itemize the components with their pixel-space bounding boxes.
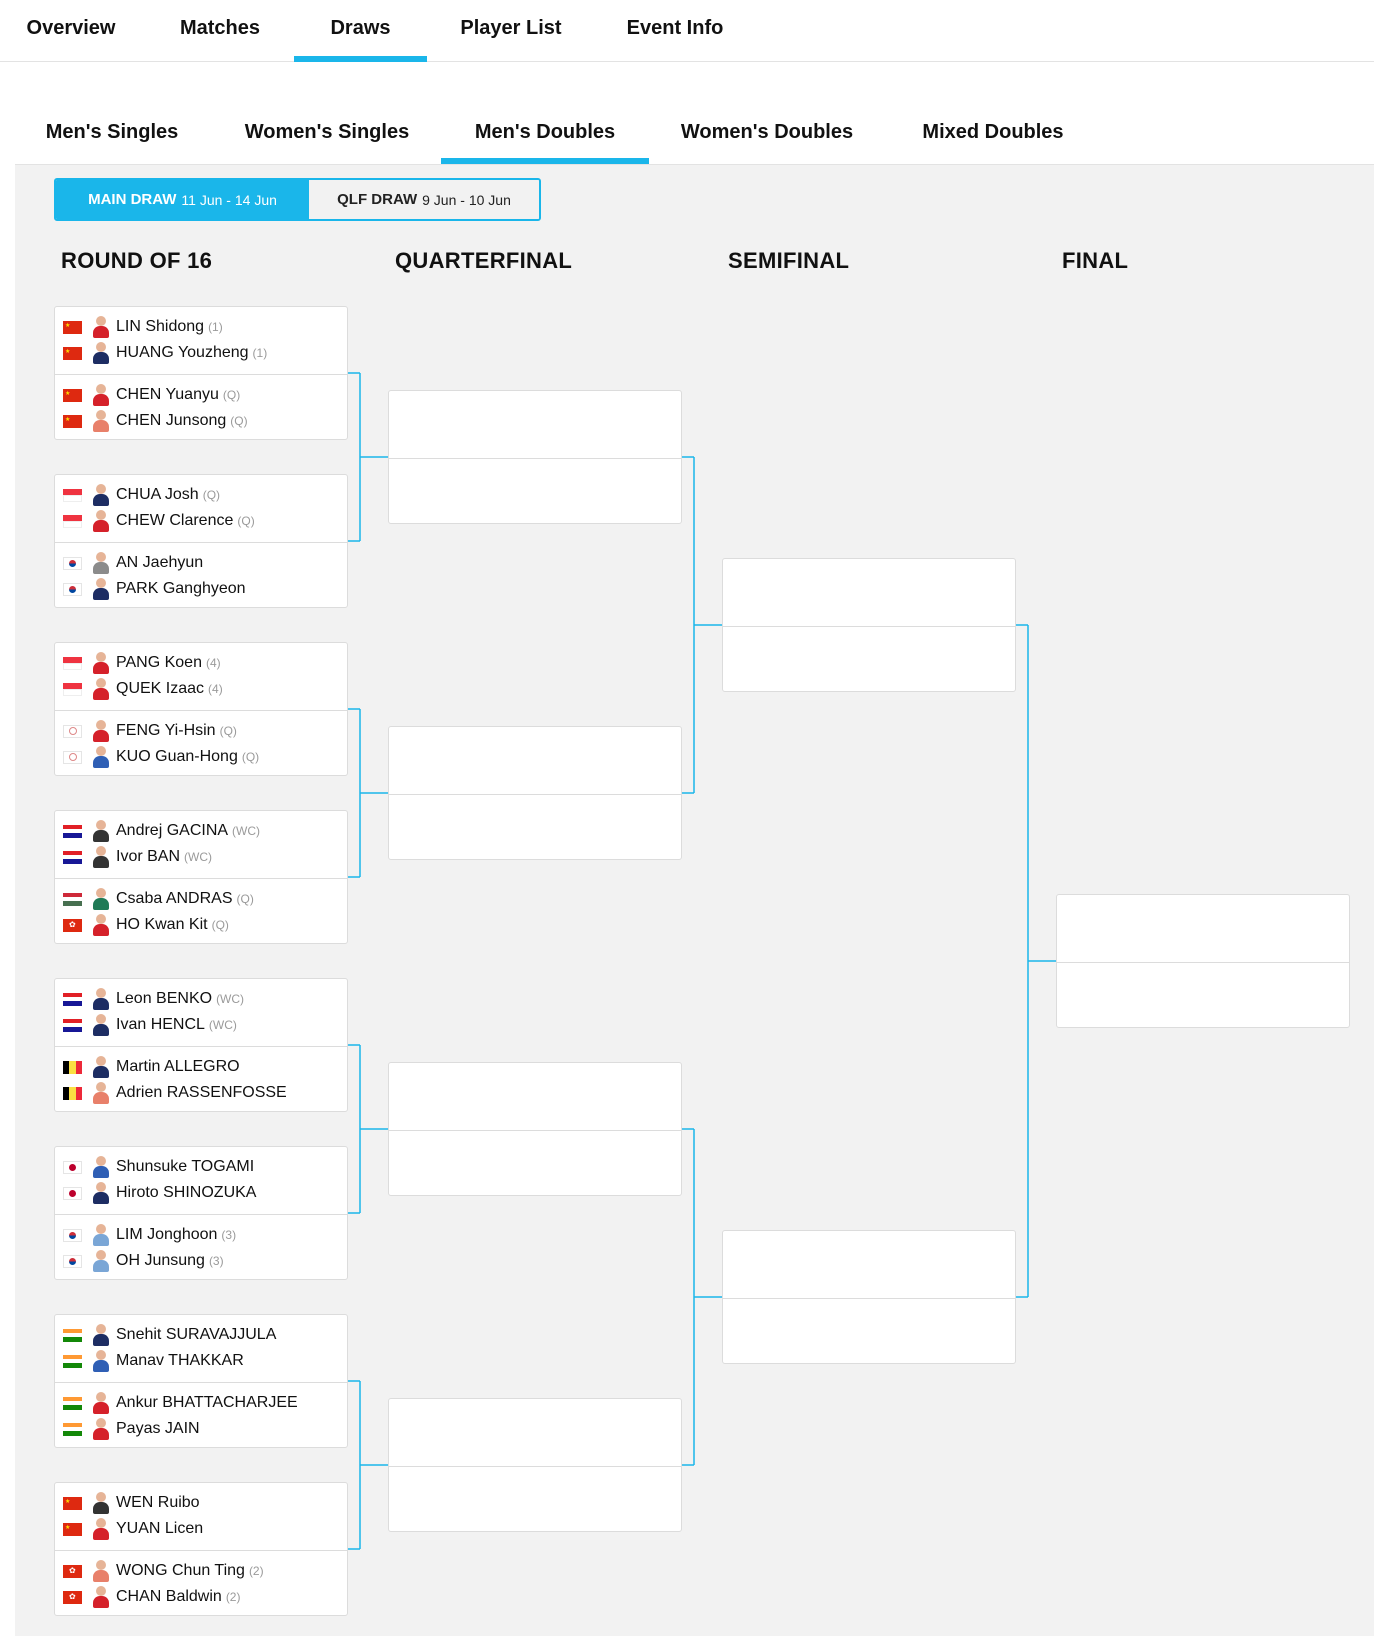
player-seed: (Q) — [219, 724, 237, 738]
match-card[interactable] — [388, 1062, 682, 1196]
player-seed: (Q) — [211, 918, 229, 932]
player-row[interactable] — [63, 482, 220, 508]
team-slot-empty — [389, 1063, 681, 1130]
player-name[interactable]: YUAN Licen — [116, 1520, 204, 1537]
country-flag-icon: ★ — [63, 1497, 82, 1510]
player-row[interactable] — [63, 1416, 200, 1442]
player-avatar-icon — [92, 678, 110, 700]
player-name[interactable]: CHAN Baldwin — [116, 1588, 222, 1605]
player-row[interactable] — [63, 1490, 200, 1516]
team-slot[interactable] — [55, 643, 347, 710]
team-slot-empty — [389, 794, 681, 861]
player-avatar-icon — [92, 410, 110, 432]
player-row[interactable] — [63, 886, 254, 912]
qlf-draw-dates: 9 Jun - 10 Jun — [422, 191, 511, 208]
team-slot[interactable] — [55, 1315, 347, 1382]
country-flag-icon — [63, 751, 82, 764]
draw-toggle — [54, 178, 541, 221]
event-nav — [0, 62, 1374, 164]
team-slot-empty — [389, 391, 681, 458]
match-card[interactable] — [388, 726, 682, 860]
country-flag-icon — [63, 993, 82, 1006]
country-flag-icon — [63, 1087, 82, 1100]
player-avatar-icon — [92, 1182, 110, 1204]
player-row[interactable] — [63, 1390, 298, 1416]
qlf-draw-button[interactable] — [309, 180, 539, 219]
match-card[interactable] — [388, 390, 682, 524]
country-flag-icon — [63, 1061, 82, 1074]
player-avatar-icon — [92, 846, 110, 868]
player-name[interactable]: HUANG Youzheng — [116, 344, 249, 361]
player-avatar-icon — [92, 652, 110, 674]
player-name[interactable]: CHEN Junsong — [116, 412, 227, 429]
team-slot-empty — [389, 1399, 681, 1466]
player-name[interactable]: CHEW Clarence — [116, 512, 234, 529]
team-slot-empty — [389, 1466, 681, 1533]
country-flag-icon: ★ — [63, 321, 82, 334]
team-slot[interactable] — [55, 1483, 347, 1550]
player-avatar-icon — [92, 384, 110, 406]
player-row[interactable] — [63, 1558, 264, 1584]
country-flag-icon — [63, 1329, 82, 1342]
player-avatar-icon — [92, 720, 110, 742]
player-avatar-icon — [92, 316, 110, 338]
player-seed: (3) — [221, 1228, 237, 1242]
match-card[interactable] — [54, 1146, 348, 1280]
player-seed: (WC) — [216, 992, 245, 1006]
player-seed: (2) — [248, 1564, 264, 1578]
team-slot[interactable] — [55, 1147, 347, 1214]
player-name[interactable]: Snehit SURAVAJJULA — [116, 1326, 277, 1343]
player-name[interactable]: WONG Chun Ting — [116, 1562, 245, 1579]
player-row[interactable] — [63, 912, 229, 938]
player-name[interactable]: CHUA Josh — [116, 486, 199, 503]
country-flag-icon — [63, 1397, 82, 1410]
player-seed: (1) — [252, 346, 268, 360]
round-header-qf: QUARTERFINAL — [395, 248, 573, 273]
country-flag-icon: ✿ — [63, 1591, 82, 1604]
player-avatar-icon — [92, 820, 110, 842]
match-card[interactable] — [722, 558, 1016, 692]
player-name[interactable]: WEN Ruibo — [116, 1494, 200, 1511]
round-header-r16: ROUND OF 16 — [61, 248, 213, 273]
player-avatar-icon — [92, 1324, 110, 1346]
player-row[interactable] — [63, 508, 255, 534]
team-slot-empty — [1057, 962, 1349, 1029]
country-flag-icon — [63, 1229, 82, 1242]
tab-draws[interactable]: Draws — [294, 0, 427, 62]
player-name[interactable]: HO Kwan Kit — [116, 916, 208, 933]
team-slot[interactable] — [55, 878, 347, 945]
player-avatar-icon — [92, 1056, 110, 1078]
country-flag-icon — [63, 657, 82, 670]
player-seed: (WC) — [184, 850, 212, 864]
player-seed: (4) — [205, 656, 221, 670]
player-row[interactable] — [63, 718, 237, 744]
country-flag-icon — [63, 851, 82, 864]
player-row[interactable] — [63, 844, 212, 870]
country-flag-icon: ★ — [63, 347, 82, 360]
player-seed: (2) — [225, 1590, 241, 1604]
player-row[interactable] — [63, 1348, 244, 1374]
player-name[interactable]: OH Junsung — [116, 1252, 205, 1269]
country-flag-icon — [63, 683, 82, 696]
player-row[interactable] — [63, 986, 244, 1012]
player-row[interactable] — [63, 1322, 276, 1348]
player-avatar-icon — [92, 1224, 110, 1246]
tab-player-list[interactable]: Player List — [460, 17, 562, 39]
team-slot-empty — [389, 458, 681, 525]
match-card[interactable] — [54, 306, 348, 440]
player-avatar-icon — [92, 1350, 110, 1372]
player-row[interactable] — [63, 314, 223, 340]
tab-womens-singles[interactable]: Women's Singles — [244, 121, 410, 143]
team-slot[interactable] — [55, 1382, 347, 1449]
tab-mens-doubles[interactable]: Men's Doubles — [441, 62, 649, 164]
player-name[interactable]: Leon BENKO — [116, 990, 213, 1007]
player-row[interactable] — [63, 1154, 254, 1180]
player-avatar-icon — [92, 510, 110, 532]
round-header-sf: SEMIFINAL — [728, 248, 850, 273]
country-flag-icon — [63, 489, 82, 502]
player-avatar-icon — [92, 1586, 110, 1608]
player-avatar-icon — [92, 988, 110, 1010]
qlf-draw-label: QLF DRAW — [337, 191, 418, 208]
player-avatar-icon — [92, 1250, 110, 1272]
team-slot-empty — [723, 1298, 1015, 1365]
match-card[interactable] — [54, 1314, 348, 1448]
player-avatar-icon — [92, 1082, 110, 1104]
team-slot-empty — [1057, 895, 1349, 962]
tab-womens-doubles[interactable]: Women's Doubles — [680, 121, 854, 143]
player-seed: (Q) — [222, 388, 241, 402]
player-seed: (1) — [208, 320, 223, 334]
country-flag-icon — [63, 515, 82, 528]
player-name[interactable]: Andrej GACINA — [116, 822, 229, 839]
player-name[interactable]: Manav THAKKAR — [116, 1352, 244, 1369]
player-avatar-icon — [92, 888, 110, 910]
team-slot[interactable] — [55, 307, 347, 374]
tab-overview[interactable]: Overview — [26, 17, 116, 39]
country-flag-icon: ✿ — [63, 1565, 82, 1578]
player-seed: (WC) — [208, 1018, 237, 1032]
match-card[interactable] — [54, 642, 348, 776]
team-slot[interactable] — [55, 542, 347, 609]
player-seed: (3) — [208, 1254, 224, 1268]
tab-mixed-doubles[interactable]: Mixed Doubles — [922, 121, 1064, 143]
player-row[interactable] — [63, 1080, 287, 1106]
player-name[interactable]: Ivan HENCL — [116, 1016, 205, 1033]
team-slot[interactable] — [55, 710, 347, 777]
player-avatar-icon — [92, 484, 110, 506]
player-row[interactable] — [63, 1248, 224, 1274]
country-flag-icon — [63, 1187, 82, 1200]
match-card[interactable] — [54, 474, 348, 608]
player-avatar-icon — [92, 578, 110, 600]
player-row[interactable] — [63, 1584, 240, 1610]
tab-matches[interactable]: Matches — [179, 17, 261, 39]
player-name[interactable]: Hiroto SHINOZUKA — [116, 1184, 257, 1201]
country-flag-icon — [63, 1355, 82, 1368]
team-slot[interactable] — [55, 475, 347, 542]
player-avatar-icon — [92, 1492, 110, 1514]
country-flag-icon — [63, 725, 82, 738]
team-slot-empty — [723, 1231, 1015, 1298]
country-flag-icon — [63, 1019, 82, 1032]
player-name[interactable]: Martin ALLEGRO — [116, 1058, 240, 1075]
player-row[interactable] — [63, 818, 260, 844]
match-card[interactable] — [1056, 894, 1350, 1028]
player-name[interactable]: CHEN Yuanyu — [116, 386, 219, 403]
player-avatar-icon — [92, 914, 110, 936]
player-name[interactable]: LIM Jonghoon — [116, 1226, 218, 1243]
player-avatar-icon — [92, 552, 110, 574]
player-seed: (Q) — [230, 414, 248, 428]
player-row[interactable] — [63, 744, 259, 770]
country-flag-icon: ✿ — [63, 919, 82, 932]
player-name[interactable]: Adrien RASSENFOSSE — [116, 1084, 287, 1101]
match-card[interactable] — [54, 1482, 348, 1616]
main-draw-dates: 11 Jun - 14 Jun — [181, 191, 277, 208]
main-draw-label: MAIN DRAW — [88, 191, 177, 208]
player-row[interactable] — [63, 340, 267, 366]
player-avatar-icon — [92, 342, 110, 364]
player-row[interactable] — [63, 676, 223, 702]
player-avatar-icon — [92, 1418, 110, 1440]
country-flag-icon — [63, 557, 82, 570]
round-header-final: FINAL — [1062, 248, 1129, 273]
player-name[interactable]: Ankur BHATTACHARJEE — [116, 1394, 298, 1411]
player-avatar-icon — [92, 1518, 110, 1540]
player-row[interactable] — [63, 576, 246, 602]
country-flag-icon — [63, 583, 82, 596]
tab-mens-singles[interactable]: Men's Singles — [45, 121, 179, 143]
team-slot[interactable] — [55, 1046, 347, 1113]
player-row[interactable] — [63, 1222, 236, 1248]
player-name[interactable]: PANG Koen — [116, 654, 202, 671]
player-name[interactable]: LIN Shidong — [116, 318, 205, 335]
top-nav — [0, 0, 1374, 62]
player-name[interactable]: FENG Yi-Hsin — [116, 722, 216, 739]
team-slot[interactable] — [55, 979, 347, 1046]
player-row[interactable] — [63, 550, 203, 576]
player-row[interactable] — [63, 650, 221, 676]
country-flag-icon: ★ — [63, 389, 82, 402]
player-seed: (Q) — [236, 892, 254, 906]
match-card[interactable] — [54, 978, 348, 1112]
player-name[interactable]: Payas JAIN — [116, 1420, 200, 1437]
player-row[interactable] — [63, 1012, 237, 1038]
country-flag-icon — [63, 1161, 82, 1174]
team-slot-empty — [389, 1130, 681, 1197]
player-name[interactable]: QUEK Izaac — [116, 680, 205, 697]
country-flag-icon — [63, 893, 82, 906]
player-name[interactable]: Ivor BAN — [116, 848, 181, 865]
player-avatar-icon — [92, 1560, 110, 1582]
player-row[interactable] — [63, 1180, 256, 1206]
team-slot[interactable] — [55, 374, 347, 441]
country-flag-icon — [63, 1423, 82, 1436]
country-flag-icon: ★ — [63, 415, 82, 428]
team-slot-empty — [723, 626, 1015, 693]
team-slot[interactable] — [55, 1214, 347, 1281]
player-name[interactable]: Shunsuke TOGAMI — [116, 1158, 255, 1175]
player-seed: (4) — [208, 682, 223, 696]
player-row[interactable] — [63, 1516, 203, 1542]
player-name[interactable]: KUO Guan-Hong — [116, 748, 238, 765]
main-draw-button[interactable] — [56, 180, 309, 219]
country-flag-icon — [63, 1255, 82, 1268]
team-slot-empty — [723, 559, 1015, 626]
player-avatar-icon — [92, 746, 110, 768]
player-name[interactable]: PARK Ganghyeon — [116, 580, 246, 597]
player-seed: (Q) — [237, 514, 255, 528]
player-avatar-icon — [92, 1014, 110, 1036]
player-row[interactable] — [63, 382, 240, 408]
player-row[interactable] — [63, 408, 248, 434]
player-avatar-icon — [92, 1392, 110, 1414]
player-seed: (WC) — [232, 824, 261, 838]
player-name[interactable]: Csaba ANDRAS — [116, 890, 233, 907]
match-card[interactable] — [722, 1230, 1016, 1364]
player-seed: (Q) — [241, 750, 260, 764]
match-card[interactable] — [54, 810, 348, 944]
team-slot-empty — [389, 727, 681, 794]
player-seed: (Q) — [202, 488, 221, 502]
tab-event-info[interactable]: Event Info — [626, 17, 724, 39]
team-slot[interactable] — [55, 811, 347, 878]
player-name[interactable]: AN Jaehyun — [116, 554, 204, 571]
country-flag-icon — [63, 825, 82, 838]
player-avatar-icon — [92, 1156, 110, 1178]
player-row[interactable] — [63, 1054, 240, 1080]
country-flag-icon: ★ — [63, 1523, 82, 1536]
match-card[interactable] — [388, 1398, 682, 1532]
team-slot[interactable] — [55, 1550, 347, 1617]
